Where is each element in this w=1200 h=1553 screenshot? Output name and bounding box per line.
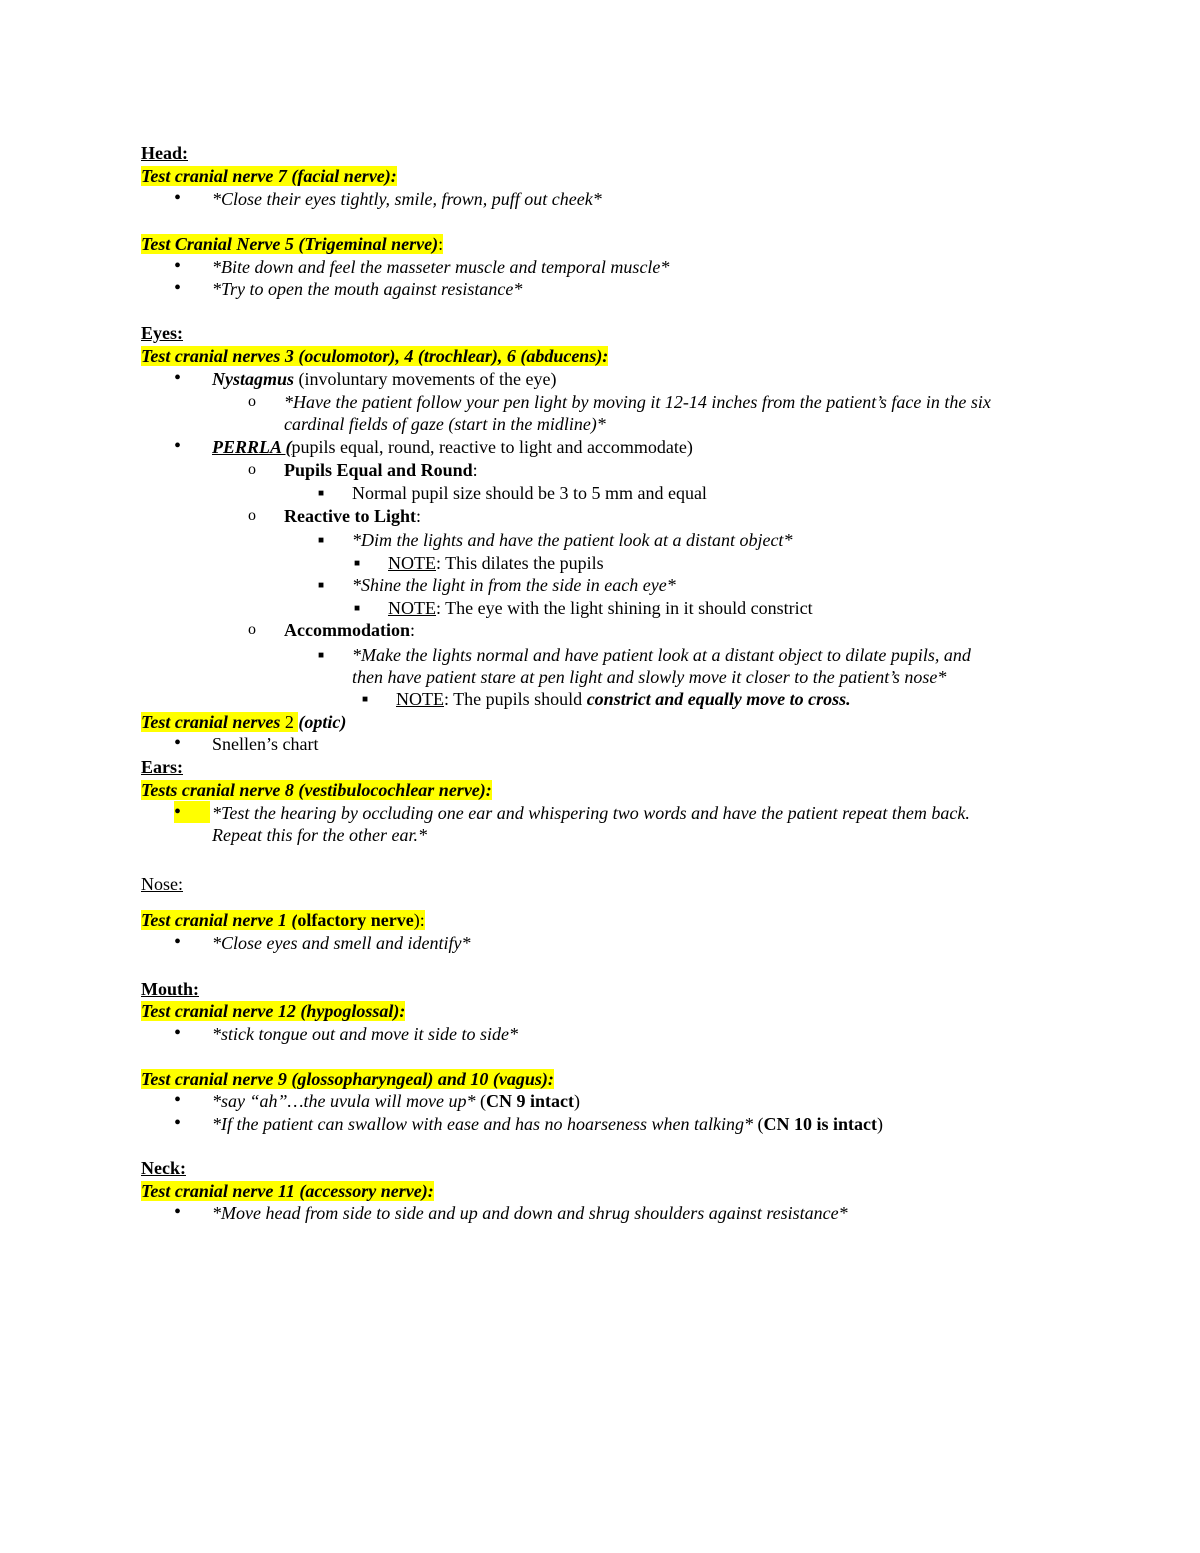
bullet-icon: • [174,255,182,277]
bullet-icon: • [174,435,182,457]
square-bullet-icon: ■ [354,558,361,569]
bullet-icon: • [174,1022,182,1044]
bullet-icon: • [174,732,182,754]
trigeminal-nerve-title: Test Cranial Nerve 5 (Trigeminal nerve): [141,234,444,254]
square-bullet-icon: ■ [318,650,325,661]
bullet-icon: • [174,1201,182,1223]
square-bullet-icon: ■ [362,694,369,705]
bullet-icon: • [174,277,182,299]
square-bullet-icon: ■ [318,535,325,546]
circle-bullet-icon: o [248,461,256,478]
eyes-nerves-title: Test cranial nerves 3 (oculomotor), 4 (trochlear), 6 (abducens): [141,346,609,366]
bullet-icon: • [174,801,210,823]
olfactory-title: Test cranial nerve 1 (olfactory nerve): [141,910,425,930]
mouth-heading: Mouth: [141,979,199,999]
neck-heading: Neck: [141,1158,186,1178]
facial-nerve-title: Test cranial nerve 7 (facial nerve): [141,166,397,186]
head-heading: Head: [141,143,188,163]
bullet-icon: • [174,1112,182,1134]
optic-nerve-title: Test cranial nerves 2 (optic) [141,712,347,732]
nose-heading: Nose: [141,874,183,894]
vestibulocochlear-title: Tests cranial nerve 8 (vestibulocochlear nerve): [141,780,492,800]
square-bullet-icon: ■ [318,580,325,591]
glossopharyngeal-title: Test cranial nerve 9 (glossopharyngeal) and 10 (vagus): [141,1069,554,1089]
document-page: Head: Test cranial nerve 7 (facial nerve): • *Close their eyes tightly, smile, frown, puff out cheek* Test Cranial Nerve 5 (Trigeminal nerve): • *Bite down and feel the masseter muscle and temporal muscle* • *Try to open the mouth against resistance* Eyes: Test cranial nerves 3 (oculomotor), 4 (trochlear), 6 (abducens): • Nystagmus (involuntary movements of the eye) o *Have the patient follow your pen light by moving it 12-14 inches from the patient’s face in the six cardinal fields of gaze (start in the midline)* • PERRLA (pupils equal, round, reactive to light and accommodate) o Pupils Equal and Round: ■ Normal pupil size should be 3 to 5 mm and equal o Reactive to Light: ■ *Dim the lights and have the patient look at a distant object* ■ NOTE: This dilates the pupils ■ *Shine the light in from the side in each eye* ■ NOTE: The eye with the light shining in it should constrict o Accommodation: ■ *Make the lights normal and have patient look at a distant object to dilate pupils, and then have patient stare at pen light and slowly move it closer to the patient’s nose* ■ NOTE: The pupils should constrict and equally move to cross. Test cranial nerves 2 (optic) • Snellen’s chart Ears: Tests cranial nerve 8 (vestibulocochlear nerve): • *Test the hearing by occluding one ear and whispering two words and have the patient repeat them back. Repeat this for the other ear.* Nose: Test cranial nerve 1 (olfactory nerve): • *Close eyes and smell and identify* Mouth: Test cranial nerve 12 (hypoglossal): • *stick tongue out and move it side to side* Test cranial nerve 9 (glossopharyngeal) and 10 (vagus): • *say “ah”…the uvula will move up* (CN 9 intact) • *If the patient can swallow with ease and has no hoarseness when talking* (CN 10 is intact) Neck: Test cranial nerve 11 (accessory nerve): • *Move head from side to side and up and down and shrug shoulders against resistance* [0,0,1200,1553]
circle-bullet-icon: o [248,621,256,638]
hypoglossal-title: Test cranial nerve 12 (hypoglossal): [141,1001,406,1021]
bullet-icon: • [174,931,182,953]
eyes-heading: Eyes: [141,323,183,343]
circle-bullet-icon: o [248,507,256,524]
bullet-icon: • [174,187,182,209]
bullet-icon: • [174,1089,182,1111]
circle-bullet-icon: o [248,393,256,410]
ears-heading: Ears: [141,757,183,777]
square-bullet-icon: ■ [318,488,325,499]
accessory-nerve-title: Test cranial nerve 11 (accessory nerve): [141,1181,434,1201]
bullet-icon: • [174,367,182,389]
square-bullet-icon: ■ [354,603,361,614]
